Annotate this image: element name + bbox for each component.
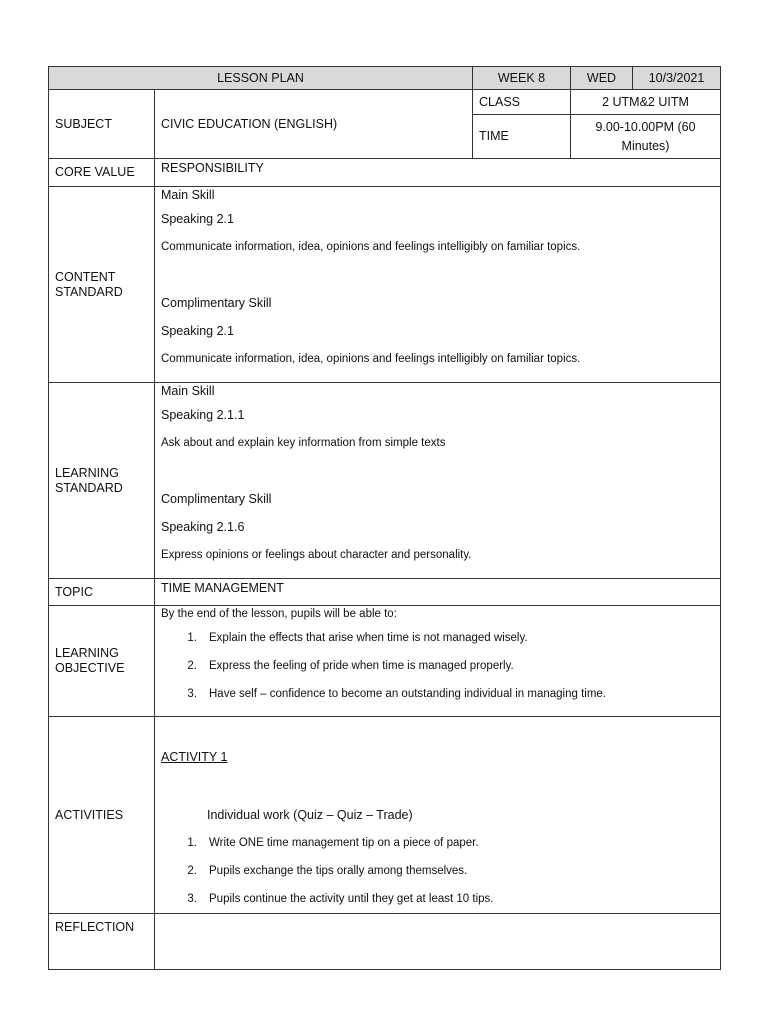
- item-number: 1.: [187, 632, 197, 644]
- list-item: [161, 680, 714, 708]
- class-value: 2 UTM&2 UITM: [571, 90, 721, 115]
- item-text: Pupils continue the activity until they get at least 10 tips.: [209, 893, 494, 905]
- act-spacer-mid: [161, 771, 714, 801]
- lesson-plan-table: [48, 66, 721, 970]
- ls-comp-code: Speaking 2.1.6: [161, 520, 245, 534]
- subject-label: SUBJECT: [49, 90, 155, 159]
- activity-heading: ACTIVITY 1: [161, 750, 228, 764]
- ls-comp-heading: Complimentary Skill: [161, 492, 272, 506]
- item-number: 2.: [187, 865, 197, 877]
- lo-intro: By the end of the lesson, pupils will be able to:: [161, 608, 397, 620]
- cs-comp-heading: Complimentary Skill: [161, 296, 272, 310]
- ls-spacer: [161, 457, 714, 485]
- core-value-label: CORE VALUE: [49, 159, 155, 187]
- ls-comp-text: Express opinions or feelings about character and personality.: [161, 549, 472, 561]
- list-item: [161, 624, 714, 652]
- learning-standard-label: LEARNING STANDARD: [49, 383, 155, 579]
- learning-standard-cell: [155, 383, 721, 579]
- item-text: Express the feeling of pride when time is managed properly.: [209, 660, 514, 672]
- activities-label: ACTIVITIES: [49, 717, 155, 914]
- list-item: [161, 857, 714, 885]
- act-spacer-top: [161, 717, 714, 743]
- learning-standard-row: [49, 383, 721, 579]
- activities-row: [49, 717, 721, 914]
- day-cell: WED: [571, 67, 633, 90]
- cs-spacer: [161, 261, 714, 289]
- list-item: [161, 652, 714, 680]
- cs-main-code: Speaking 2.1: [161, 212, 234, 226]
- content-standard-row: [49, 187, 721, 383]
- activities-cell: [155, 717, 721, 914]
- learning-objective-cell: [155, 606, 721, 717]
- item-number: 1.: [187, 837, 197, 849]
- class-label: CLASS: [473, 90, 571, 115]
- content-standard-cell: [155, 187, 721, 383]
- item-number: 3.: [187, 688, 197, 700]
- ls-main-text: Ask about and explain key information from simple texts: [161, 437, 446, 449]
- subject-value: CIVIC EDUCATION (ENGLISH): [155, 90, 473, 159]
- learning-objective-label: LEARNING OBJECTIVE: [49, 606, 155, 717]
- subject-row: [49, 90, 721, 115]
- item-number: 2.: [187, 660, 197, 672]
- reflection-row: [49, 914, 721, 970]
- item-text: Explain the effects that arise when time is not managed wisely.: [209, 632, 528, 644]
- core-value-value: RESPONSIBILITY: [155, 159, 721, 187]
- core-value-row: [49, 159, 721, 187]
- reflection-label: REFLECTION: [49, 914, 155, 970]
- cs-main-heading: Main Skill: [161, 188, 215, 202]
- header-row: [49, 67, 721, 90]
- cs-comp-text: Communicate information, idea, opinions and feelings intelligibly on familiar topics.: [161, 353, 581, 365]
- objective-list: [161, 624, 714, 708]
- learning-objective-row: [49, 606, 721, 717]
- topic-value: TIME MANAGEMENT: [155, 579, 721, 606]
- cs-comp-code: Speaking 2.1: [161, 324, 234, 338]
- item-text: Pupils exchange the tips orally among themselves.: [209, 865, 468, 877]
- reflection-value: [155, 914, 721, 970]
- date-cell: 10/3/2021: [633, 67, 721, 90]
- list-item: [161, 829, 714, 857]
- content-standard-label: CONTENT STANDARD: [49, 187, 155, 383]
- ls-main-heading: Main Skill: [161, 384, 215, 398]
- time-label: TIME: [473, 115, 571, 159]
- activity-subheading: Individual work (Quiz – Quiz – Trade): [207, 808, 413, 822]
- topic-row: [49, 579, 721, 606]
- lesson-plan-title: LESSON PLAN: [49, 67, 473, 90]
- time-value: 9.00-10.00PM (60 Minutes): [571, 115, 721, 159]
- list-item: [161, 885, 714, 913]
- activity-list: [161, 829, 714, 913]
- item-text: Write ONE time management tip on a piece of paper.: [209, 837, 479, 849]
- week-cell: WEEK 8: [473, 67, 571, 90]
- item-number: 3.: [187, 893, 197, 905]
- cs-main-text: Communicate information, idea, opinions and feelings intelligibly on familiar topics.: [161, 241, 581, 253]
- item-text: Have self – confidence to become an outstanding individual in managing time.: [209, 688, 606, 700]
- ls-main-code: Speaking 2.1.1: [161, 408, 245, 422]
- topic-label: TOPIC: [49, 579, 155, 606]
